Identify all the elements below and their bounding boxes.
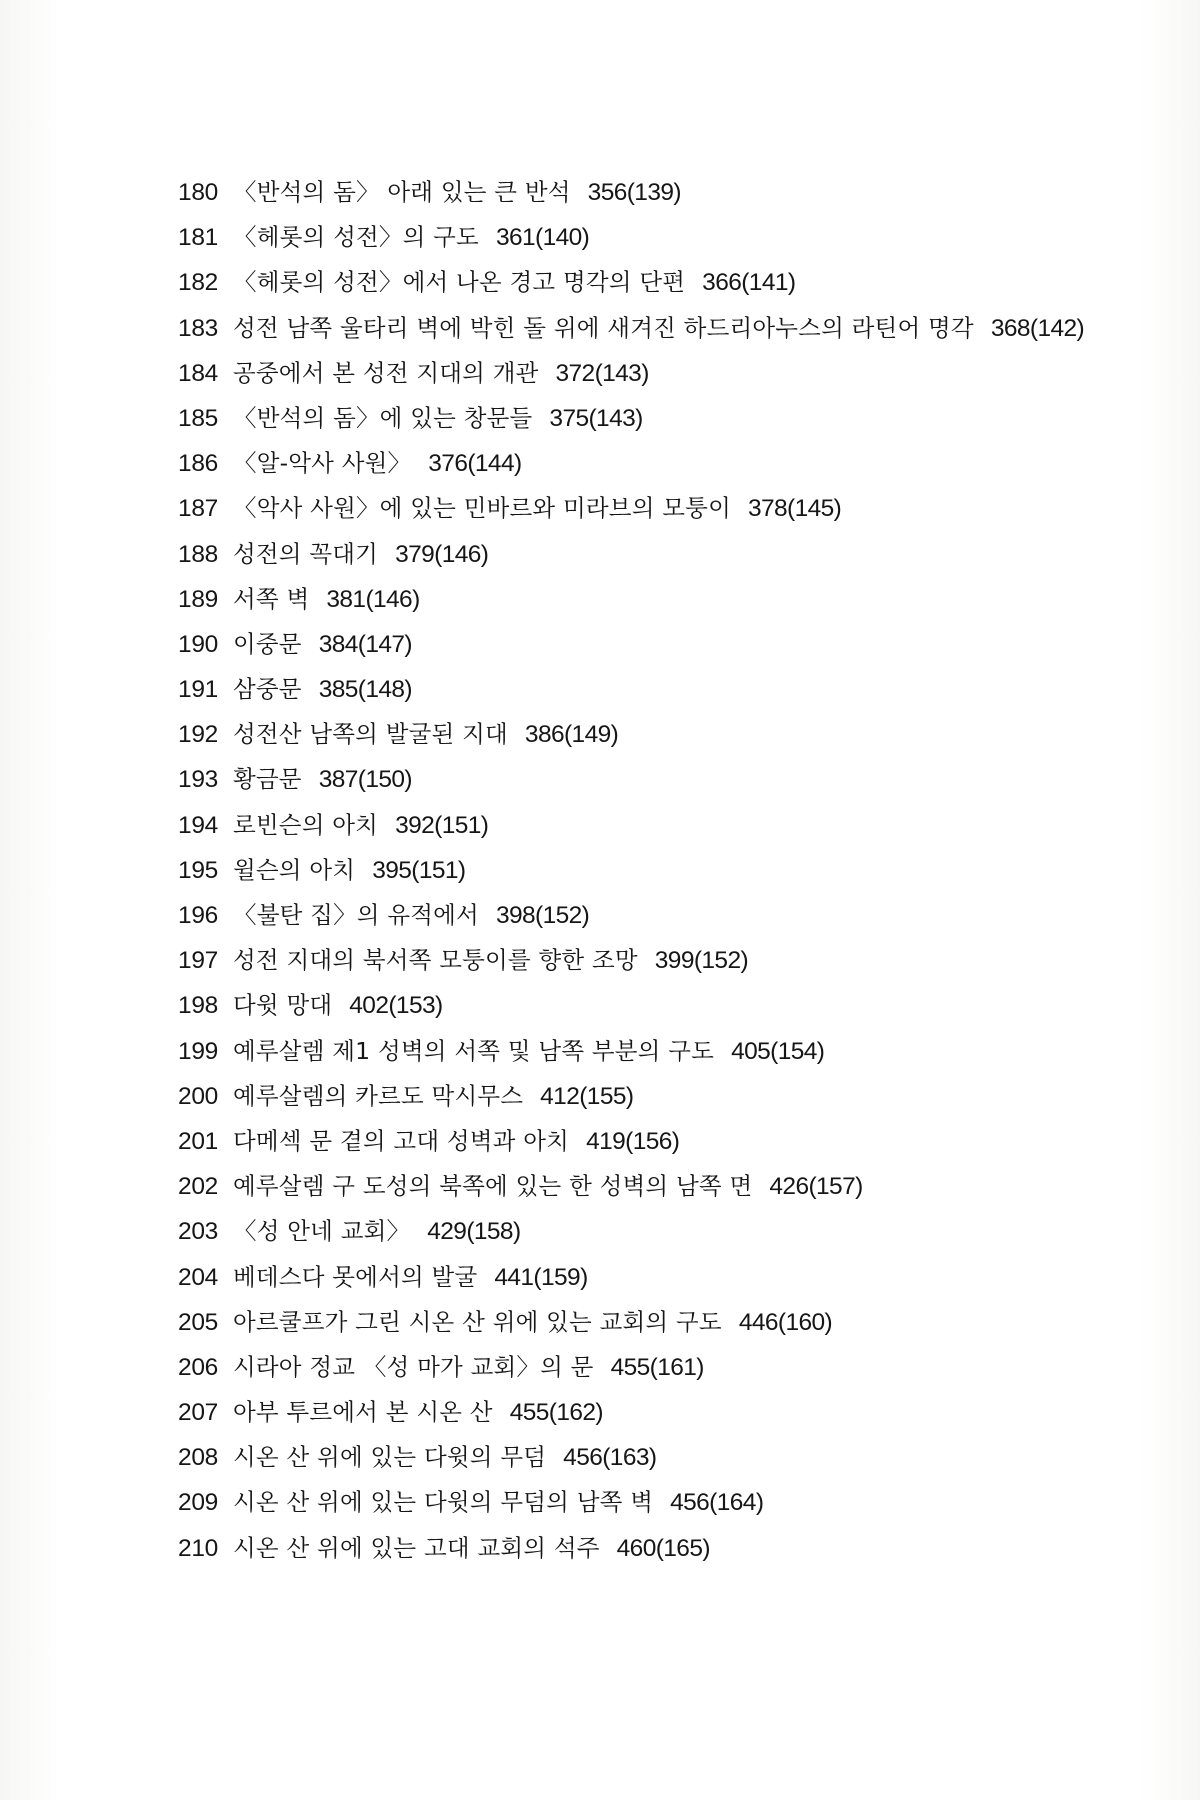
page-reference: 455(162) (509, 1399, 603, 1427)
figure-number: 207 (178, 1399, 218, 1427)
figure-number: 206 (178, 1353, 218, 1381)
page-reference: 419(156) (586, 1127, 680, 1155)
list-item (178, 1209, 1178, 1254)
list-item (178, 441, 1178, 486)
list-item (178, 1164, 1178, 1209)
list-item (178, 1390, 1178, 1435)
figure-number: 200 (178, 1082, 218, 1110)
list-item (178, 1074, 1178, 1119)
figure-title: 윌슨의 아치 (233, 855, 356, 884)
figure-number: 188 (178, 540, 218, 568)
list-item (178, 1119, 1178, 1164)
figure-number: 191 (178, 676, 218, 704)
figure-number: 194 (178, 811, 218, 839)
page-reference: 441(159) (494, 1263, 588, 1291)
list-item (178, 532, 1178, 577)
page-reference: 392(151) (395, 811, 489, 839)
page-reference: 405(154) (731, 1037, 825, 1065)
figure-title: 베데스다 못에서의 발굴 (233, 1262, 478, 1291)
figure-title: 〈헤롯의 성전〉에서 나온 경고 명각의 단편 (233, 268, 686, 297)
figure-title: 성전 남쪽 울타리 벽에 박힌 돌 위에 새겨진 하드리아누스의 라틴어 명각 (233, 313, 974, 342)
figure-number: 198 (178, 992, 218, 1020)
figure-number: 195 (178, 856, 218, 884)
figure-title: 예루살렘의 카르도 막시무스 (233, 1081, 524, 1110)
figure-number: 181 (178, 224, 218, 252)
page-reference: 376(144) (428, 450, 522, 478)
figure-number: 190 (178, 630, 218, 658)
list-item (178, 848, 1178, 893)
figure-number: 180 (178, 179, 218, 206)
figure-title: 다메섹 문 곁의 고대 성벽과 아치 (233, 1126, 570, 1155)
figure-title: 〈악사 사원〉에 있는 민바르와 미라브의 모퉁이 (233, 494, 731, 523)
page-reference: 399(152) (654, 947, 749, 975)
figure-number: 196 (178, 902, 218, 929)
figure-number: 197 (178, 947, 218, 975)
list-item (178, 1029, 1178, 1074)
figure-title: 공중에서 본 성전 지대의 개관 (233, 358, 539, 387)
figure-title: 성전산 남쪽의 발굴된 지대 (233, 720, 508, 749)
figure-title: 시온 산 위에 있는 다윗의 무덤 (233, 1443, 547, 1472)
figure-title: 서쪽 벽 (233, 584, 310, 613)
figure-number: 183 (178, 314, 218, 342)
list-item (178, 757, 1178, 802)
figure-number: 199 (178, 1037, 218, 1065)
page-reference: 455(161) (610, 1353, 704, 1381)
figure-number: 204 (178, 1263, 218, 1291)
figure-title: 〈성 안네 교회〉 (233, 1217, 411, 1246)
list-item (178, 215, 1178, 260)
list-item (178, 351, 1178, 396)
page-reference: 412(155) (540, 1082, 634, 1110)
page-reference: 446(160) (738, 1308, 833, 1336)
figure-number: 205 (178, 1308, 218, 1336)
figure-title: 〈반석의 돔〉에 있는 창문들 (233, 403, 533, 432)
list-item (178, 486, 1178, 531)
list-item (178, 938, 1178, 983)
page-reference: 398(152) (495, 902, 590, 929)
figure-title: 이중문 (233, 629, 302, 658)
figure-number: 187 (178, 495, 218, 523)
page-reference: 460(165) (616, 1534, 710, 1562)
list-item (178, 306, 1178, 351)
figure-title: 로빈슨의 아치 (233, 810, 379, 839)
figure-number: 193 (178, 766, 218, 794)
page-reference: 456(164) (670, 1489, 764, 1517)
figure-title: 다윗 망대 (233, 991, 333, 1020)
figure-title: 황금문 (233, 765, 302, 794)
figure-title: 〈반석의 돔〉 아래 있는 큰 반석 (233, 178, 571, 206)
list-item (178, 983, 1178, 1028)
page-reference: 456(163) (563, 1444, 657, 1472)
figure-title: 성전 지대의 북서쪽 모퉁이를 향한 조망 (233, 946, 638, 975)
page-reference: 361(140) (495, 224, 590, 252)
figure-title: 〈불탄 집〉의 유적에서 (233, 901, 479, 929)
figure-number: 182 (178, 269, 218, 297)
figure-title: 〈알-악사 사원〉 (233, 449, 412, 478)
list-item (178, 622, 1178, 667)
page-reference: 375(143) (549, 404, 643, 432)
figure-number: 186 (178, 450, 218, 478)
list-item (178, 893, 1178, 938)
list-item (178, 1526, 1178, 1571)
list-item (178, 1345, 1178, 1390)
list-item (178, 1255, 1178, 1300)
figure-number: 209 (178, 1489, 218, 1517)
figure-title: 예루살렘 제1 성벽의 서쪽 및 남쪽 부분의 구도 (233, 1036, 715, 1065)
list-item (178, 577, 1178, 622)
page-reference: 381(146) (326, 585, 420, 613)
figure-number: 201 (178, 1127, 218, 1155)
figure-number: 189 (178, 585, 218, 613)
figure-title: 아르쿨프가 그린 시온 산 위에 있는 교회의 구도 (233, 1307, 722, 1336)
figure-number: 202 (178, 1173, 218, 1201)
list-item (178, 712, 1178, 757)
figure-number: 203 (178, 1218, 218, 1246)
page-reference: 378(145) (747, 495, 842, 523)
list-item (178, 396, 1178, 441)
page-reference: 379(146) (395, 540, 489, 568)
list-item (178, 1480, 1178, 1525)
page-reference: 386(149) (524, 721, 619, 749)
list-item (178, 1300, 1178, 1345)
figure-number: 192 (178, 721, 218, 749)
figure-title: 예루살렘 구 도성의 북쪽에 있는 한 성벽의 남쪽 면 (233, 1172, 753, 1201)
page-reference: 366(141) (702, 269, 796, 297)
page-reference: 372(143) (555, 359, 649, 387)
page-reference: 387(150) (318, 766, 412, 794)
list-item (178, 1435, 1178, 1480)
page-reference: 402(153) (349, 992, 443, 1020)
figure-number: 184 (178, 359, 218, 387)
figure-title: 성전의 꼭대기 (233, 539, 379, 568)
figure-title: 삼중문 (233, 675, 302, 704)
figure-title: 시라아 정교 〈성 마가 교회〉의 문 (233, 1352, 594, 1381)
page-reference: 426(157) (769, 1173, 863, 1201)
list-item (178, 667, 1178, 712)
figure-number: 210 (178, 1534, 218, 1562)
page-reference: 429(158) (427, 1218, 521, 1246)
figure-number: 208 (178, 1444, 218, 1472)
figure-title: 시온 산 위에 있는 다윗의 무덤의 남쪽 벽 (233, 1488, 654, 1517)
figure-title: 시온 산 위에 있는 고대 교회의 석주 (233, 1533, 600, 1562)
page-reference: 395(151) (372, 856, 466, 884)
page-reference: 356(139) (587, 179, 681, 206)
page-reference: 385(148) (318, 676, 412, 704)
page-reference: 368(142) (990, 314, 1085, 342)
page-reference: 384(147) (318, 630, 412, 658)
figure-list (178, 170, 1178, 1571)
list-item (178, 803, 1178, 848)
figure-title: 〈헤롯의 성전〉의 구도 (233, 223, 479, 252)
figure-title: 아부 투르에서 본 시온 산 (233, 1398, 493, 1427)
list-item (178, 260, 1178, 305)
list-item (178, 170, 1178, 215)
figure-number: 185 (178, 404, 218, 432)
